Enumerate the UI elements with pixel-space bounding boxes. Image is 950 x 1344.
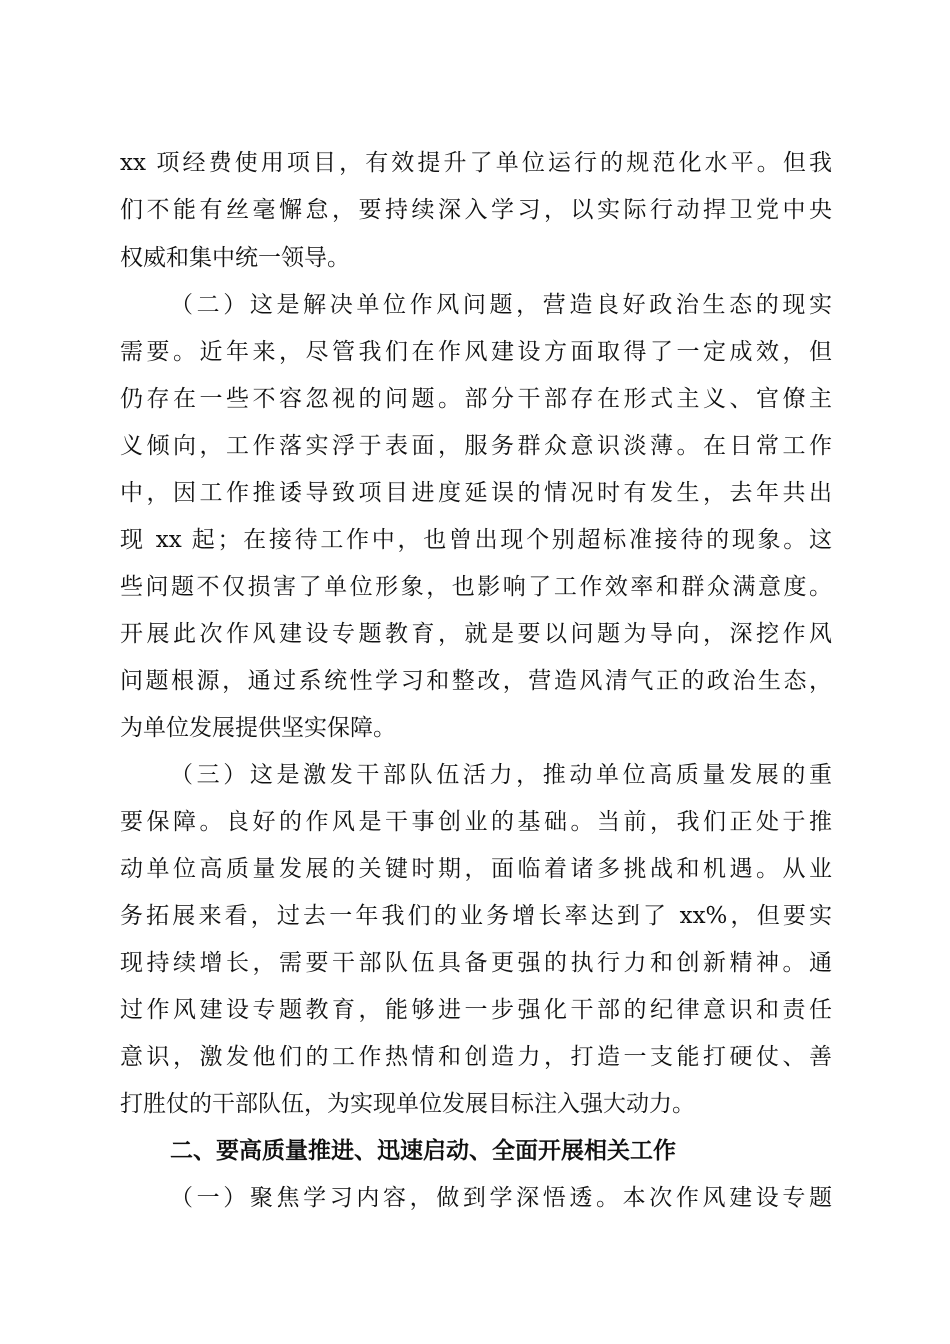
text-line: 要保障。良好的作风是干事创业的基础。当前，我们正处于推 — [120, 809, 832, 835]
text-line: 意识，激发他们的工作热情和创造力，打造一支能打硬仗、善 — [120, 1044, 832, 1070]
text-line: 现 xx 起；在接待工作中，也曾出现个别超标准接待的现象。这 — [120, 527, 832, 553]
paragraph-start-line: （二）这是解决单位作风问题，营造良好政治生态的现实 — [170, 292, 832, 318]
text-line: 中，因工作推诿导致项目进度延误的情况时有发生，去年共出 — [120, 480, 832, 506]
text-line: 开展此次作风建设专题教育，就是要以问题为导向，深挖作风 — [120, 621, 832, 647]
text-line: 仍存在一些不容忽视的问题。部分干部存在形式主义、官僚主 — [120, 386, 832, 412]
text-line: 权威和集中统一领导。 — [120, 245, 350, 271]
text-line: 需要。近年来，尽管我们在作风建设方面取得了一定成效，但 — [120, 339, 832, 365]
text-line: 为单位发展提供坚实保障。 — [120, 715, 396, 741]
section-heading: 二、要高质量推进、迅速启动、全面开展相关工作 — [170, 1138, 676, 1164]
text-line: 过作风建设专题教育，能够进一步强化干部的纪律意识和责任 — [120, 997, 832, 1023]
text-line: 务拓展来看，过去一年我们的业务增长率达到了 xx%，但要实 — [120, 903, 832, 929]
text-line: 现持续增长，需要干部队伍具备更强的执行力和创新精神。通 — [120, 950, 832, 976]
text-line: xx 项经费使用项目，有效提升了单位运行的规范化水平。但我 — [120, 150, 832, 176]
paragraph-start-line: （一）聚焦学习内容，做到学深悟透。本次作风建设专题 — [170, 1185, 832, 1211]
text-line: 们不能有丝毫懈怠，要持续深入学习，以实际行动捍卫党中央 — [120, 197, 832, 223]
paragraph-start-line: （三）这是激发干部队伍活力，推动单位高质量发展的重 — [170, 762, 832, 788]
text-line: 问题根源，通过系统性学习和整改，营造风清气正的政治生态， — [120, 668, 832, 694]
text-line: 些问题不仅损害了单位形象，也影响了工作效率和群众满意度。 — [120, 574, 832, 600]
text-line: 动单位高质量发展的关键时期，面临着诸多挑战和机遇。从业 — [120, 856, 832, 882]
text-line: 打胜仗的干部队伍，为实现单位发展目标注入强大动力。 — [120, 1091, 695, 1117]
text-line: 义倾向，工作落实浮于表面，服务群众意识淡薄。在日常工作 — [120, 433, 832, 459]
